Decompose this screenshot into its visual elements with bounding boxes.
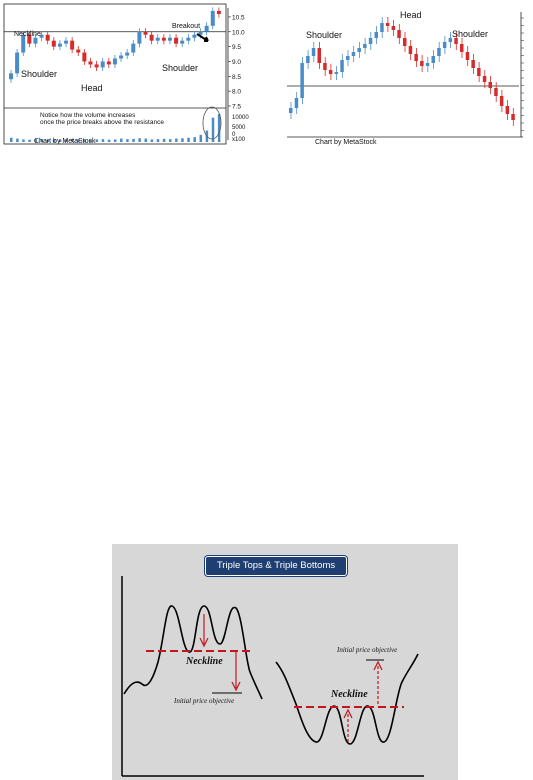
label-right-shoulder: Shoulder bbox=[452, 29, 489, 39]
candle-body bbox=[180, 41, 184, 44]
volume-bar bbox=[169, 139, 172, 142]
candle-body bbox=[137, 32, 141, 44]
candle-body bbox=[15, 53, 19, 74]
volume-bar bbox=[22, 139, 25, 142]
label-breakout: Breakout bbox=[172, 23, 201, 30]
candle-body bbox=[156, 38, 160, 41]
candle-body bbox=[64, 41, 68, 44]
chart-title: Triple Tops & Triple Bottoms bbox=[216, 560, 336, 571]
chart-credit: Chart by MetaStock bbox=[34, 138, 96, 145]
candle-body bbox=[443, 42, 447, 48]
candle-body bbox=[217, 11, 221, 14]
candle-body bbox=[329, 70, 333, 74]
label-head: Head bbox=[81, 83, 103, 93]
candle-body bbox=[346, 56, 350, 60]
candle-body bbox=[162, 38, 166, 41]
candle-body bbox=[52, 41, 56, 47]
candle-body bbox=[306, 56, 310, 63]
label-neckline-bottom: Neckline bbox=[331, 689, 368, 700]
candle-body bbox=[289, 108, 293, 113]
candle-body bbox=[357, 48, 361, 52]
candle-body bbox=[168, 38, 172, 41]
candle-body bbox=[437, 48, 441, 56]
volume-bar bbox=[193, 137, 196, 142]
triple-top-curve bbox=[124, 606, 262, 699]
label-neckline: Neckline bbox=[14, 31, 41, 38]
candle-body bbox=[312, 48, 316, 56]
candle-body bbox=[369, 38, 373, 44]
candle-body bbox=[211, 11, 215, 26]
chart-credit: Chart by MetaStock bbox=[315, 139, 377, 146]
volume-bar bbox=[132, 139, 135, 142]
chart-title-box bbox=[205, 556, 347, 576]
candle-body bbox=[477, 68, 481, 76]
volume-tick-label: 0 bbox=[232, 132, 236, 138]
chart-head-shoulders-top bbox=[283, 0, 533, 150]
volume-bar bbox=[126, 139, 128, 142]
chart-triple-tops-bottoms bbox=[112, 544, 458, 780]
candle-body bbox=[95, 64, 99, 67]
candle-body bbox=[380, 23, 384, 32]
candle-body bbox=[483, 76, 487, 82]
price-tick-label: 9.0 bbox=[232, 58, 242, 66]
volume-bar bbox=[145, 139, 148, 142]
candle-body bbox=[494, 88, 498, 96]
label-left-shoulder: Shoulder bbox=[306, 30, 343, 40]
candle-body bbox=[375, 32, 379, 38]
volume-bar bbox=[151, 139, 154, 142]
volume-bar bbox=[102, 139, 105, 142]
volume-tick-label: 5000 bbox=[232, 125, 246, 131]
label-head: Head bbox=[400, 10, 422, 20]
candle-body bbox=[131, 44, 135, 53]
candle-body bbox=[186, 38, 190, 41]
volume-bar bbox=[163, 139, 166, 142]
volume-tick-label: x100 bbox=[232, 137, 246, 143]
candle-body bbox=[107, 61, 111, 64]
chart-3-svg bbox=[112, 544, 458, 780]
candle-body bbox=[460, 44, 464, 52]
candle-body bbox=[205, 26, 209, 32]
label-target-top: Initial price objective bbox=[174, 697, 235, 705]
volume-bar bbox=[175, 139, 178, 142]
candle-body bbox=[46, 35, 50, 41]
candle-body bbox=[471, 60, 475, 68]
candle-body bbox=[295, 98, 299, 108]
candle-body bbox=[506, 106, 510, 114]
candle-body bbox=[76, 50, 80, 53]
volume-bar bbox=[138, 138, 141, 142]
price-tick-label: 10.5 bbox=[232, 14, 245, 22]
volume-bar bbox=[120, 139, 123, 142]
volume-bar bbox=[200, 135, 203, 142]
label-target-bottom: Initial price objective bbox=[337, 646, 398, 654]
candle-body bbox=[101, 61, 105, 67]
candle-body bbox=[58, 44, 62, 47]
chart-inverse-head-shoulders bbox=[0, 0, 262, 150]
candle-body bbox=[409, 46, 413, 54]
candle-body bbox=[300, 63, 304, 98]
candle-body bbox=[33, 38, 37, 44]
volume-tick-label: 10000 bbox=[232, 115, 249, 121]
candle-body bbox=[352, 52, 356, 56]
candle-body bbox=[340, 60, 344, 72]
candle-body bbox=[363, 44, 367, 48]
volume-bar bbox=[28, 140, 31, 142]
candle-body bbox=[392, 26, 396, 30]
volume-bar bbox=[108, 140, 111, 142]
chart-2-svg bbox=[283, 0, 533, 150]
candle-body bbox=[88, 61, 92, 64]
label-left-shoulder: Shoulder bbox=[21, 69, 58, 79]
candle-body bbox=[426, 63, 430, 66]
candle-body bbox=[511, 114, 515, 120]
price-tick-label: 8.5 bbox=[232, 73, 242, 81]
volume-bar bbox=[218, 114, 221, 142]
candle-body bbox=[466, 52, 470, 60]
candle-body bbox=[432, 56, 436, 63]
candle-body bbox=[150, 35, 154, 41]
candle-body bbox=[414, 54, 418, 61]
volume-bar bbox=[157, 139, 160, 142]
volume-bar bbox=[114, 139, 117, 142]
candle-body bbox=[113, 58, 117, 64]
candle-body bbox=[9, 73, 13, 79]
candle-body bbox=[192, 35, 196, 38]
label-right-shoulder: Shoulder bbox=[162, 63, 199, 73]
candle-body bbox=[174, 38, 178, 44]
volume-bar bbox=[16, 139, 19, 142]
candle-body bbox=[70, 41, 74, 50]
volume-bar bbox=[181, 138, 184, 142]
price-tick-label: 7.5 bbox=[232, 103, 242, 111]
candle-body bbox=[119, 56, 123, 59]
candle-body bbox=[386, 23, 390, 26]
candle-body bbox=[420, 61, 424, 66]
label-neckline-top: Neckline bbox=[186, 656, 223, 667]
candle-body bbox=[144, 32, 148, 35]
candle-body bbox=[500, 96, 504, 106]
candle-body bbox=[335, 72, 339, 74]
volume-note-line-1: Notice how the volume increases bbox=[40, 112, 136, 119]
volume-bar bbox=[96, 139, 99, 142]
candle-body bbox=[323, 63, 327, 70]
volume-note-line-2: once the price breaks above the resistance bbox=[40, 119, 164, 126]
candle-body bbox=[318, 48, 322, 63]
candle-body bbox=[82, 53, 86, 62]
price-tick-label: 10.0 bbox=[232, 29, 245, 37]
volume-bar bbox=[187, 138, 190, 142]
volume-bar bbox=[10, 138, 13, 142]
price-tick-label: 8.0 bbox=[232, 88, 242, 96]
candle-body bbox=[125, 53, 129, 56]
candle-body bbox=[403, 38, 407, 46]
price-tick-label: 9.5 bbox=[232, 44, 242, 52]
candle-body bbox=[397, 30, 401, 38]
candle-body bbox=[489, 82, 493, 88]
